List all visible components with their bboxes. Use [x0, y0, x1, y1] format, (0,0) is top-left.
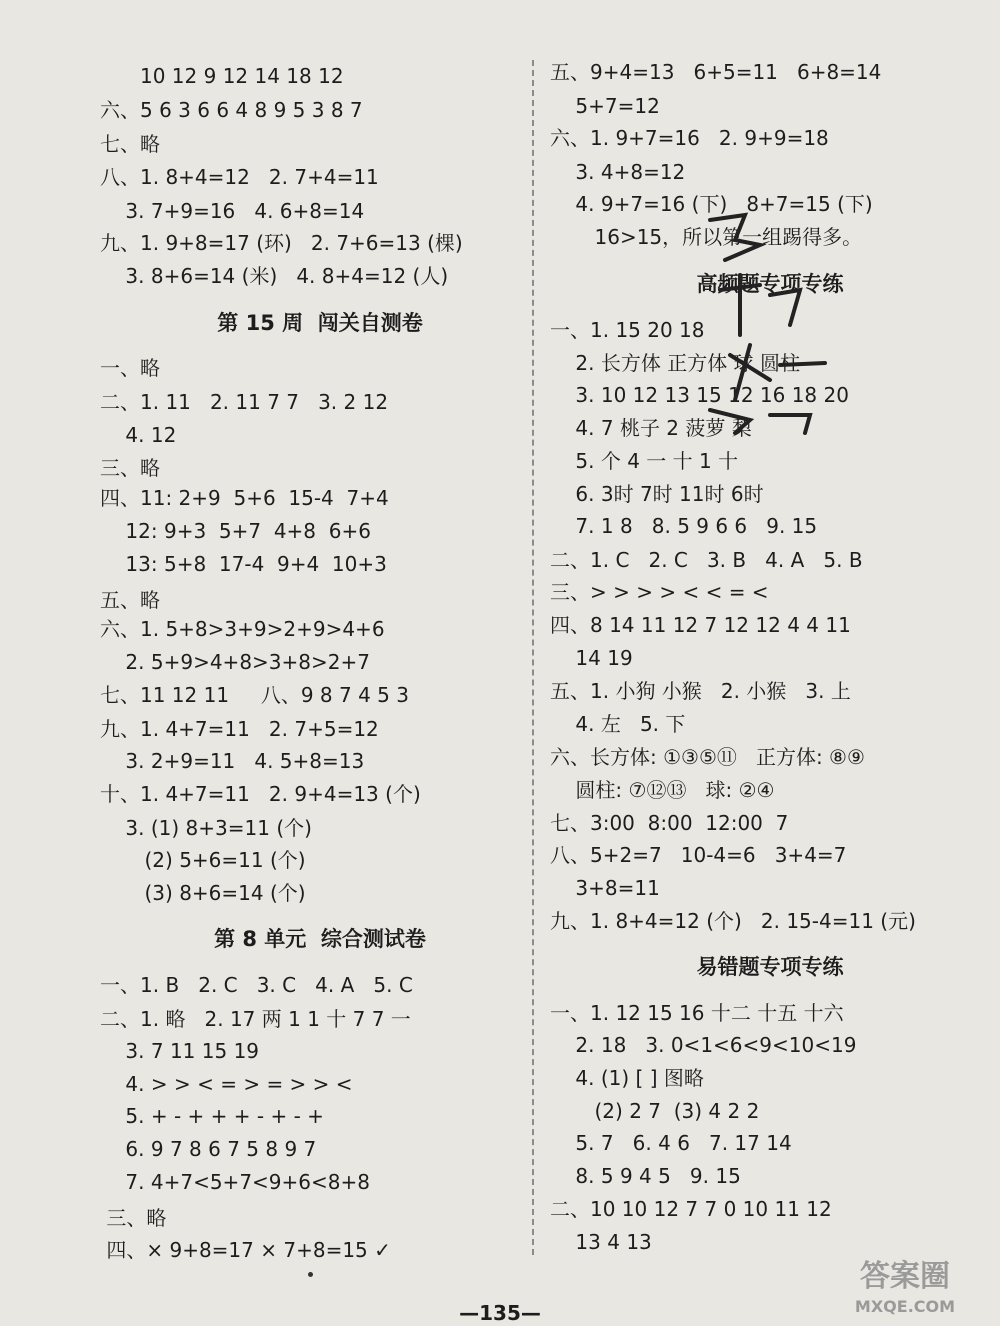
- answer-line: 3. (1) 8+3=11 (个): [100, 816, 312, 840]
- answer-line: 5. 7 6. 4 6 7. 17 14: [550, 1131, 792, 1155]
- section-heading: 易错题专项专练: [696, 955, 844, 979]
- answer-line: 三、略: [100, 1206, 167, 1230]
- answer-line: 九、1. 4+7=11 2. 7+5=12: [100, 717, 379, 741]
- answer-line: 16>15，所以第一组踢得多。: [550, 225, 863, 249]
- answer-line: 五、1. 小狗 小猴 2. 小猴 3. 上: [550, 679, 851, 703]
- answer-line: 3. 7+9=16 4. 6+8=14: [100, 199, 365, 223]
- answer-line: 六、5 6 3 6 6 4 8 9 5 3 8 7: [100, 98, 363, 122]
- answer-line: 6. 3时 7时 11时 6时: [550, 482, 764, 506]
- handwriting-overlay: [690, 205, 870, 435]
- answer-line: 六、长方体: ①③⑤⑪ 正方体: ⑧⑨: [550, 745, 865, 769]
- answer-line: 3. 8+6=14 (米) 4. 8+4=12 (人): [100, 264, 449, 288]
- answer-line: 三、略: [100, 456, 160, 480]
- answer-line: 6. 9 7 8 6 7 5 8 9 7: [100, 1137, 317, 1161]
- page-dot: [308, 1272, 313, 1277]
- answer-line: 3. 2+9=11 4. 5+8=13: [100, 749, 365, 773]
- answer-line: 二、1. C 2. C 3. B 4. A 5. B: [550, 548, 863, 572]
- answer-line: 8. 5 9 4 5 9. 15: [550, 1164, 741, 1188]
- answer-line: 3+8=11: [550, 876, 660, 900]
- answer-line: 九、1. 8+4=12 (个) 2. 15-4=11 (元): [550, 909, 916, 933]
- answer-line: 三、> > > > < < = <: [550, 580, 769, 604]
- answer-line: 13: 5+8 17-4 9+4 10+3: [100, 552, 387, 576]
- answer-line: 3. 10 12 13 15 12 16 18 20: [550, 383, 849, 407]
- answer-line: 四、8 14 11 12 7 12 12 4 4 11: [550, 613, 851, 637]
- answer-line: 4. (1) [ ] 图略: [550, 1066, 704, 1090]
- answer-line: 一、1. 12 15 16 十二 十五 十六: [550, 1001, 844, 1025]
- answer-line: 九、1. 9+8=17 (环) 2. 7+6=13 (棵): [100, 231, 463, 255]
- answer-line: 2. 长方体 正方体 球 圆柱: [550, 351, 800, 375]
- answer-line: 五、略: [100, 588, 160, 612]
- answer-line: 四、11: 2+9 5+6 15-4 7+4: [100, 486, 389, 510]
- answer-line: 5+7=12: [550, 94, 660, 118]
- watermark-logo: [815, 1248, 995, 1320]
- answer-line: 7. 4+7<5+7<9+6<8+8: [100, 1170, 370, 1194]
- answer-line: 七、3:00 8:00 12:00 7: [550, 811, 789, 835]
- answer-line: 4. 12: [100, 423, 177, 447]
- answer-line: 七、略: [100, 132, 160, 156]
- answer-line: 六、1. 9+7=16 2. 9+9=18: [550, 126, 829, 150]
- section-heading: 高频题专项专练: [696, 272, 844, 296]
- answer-line: 六、1. 5+8>3+9>2+9>4+6: [100, 617, 385, 641]
- answer-line: 2. 18 3. 0<1<6<9<10<19: [550, 1033, 857, 1057]
- answer-line: 12: 9+3 5+7 4+8 6+6: [100, 519, 371, 543]
- answer-line: 13 4 13: [550, 1230, 652, 1254]
- answer-line: 五、9+4=13 6+5=11 6+8=14: [550, 60, 882, 84]
- answer-line: 七、11 12 11 八、9 8 7 4 5 3: [100, 683, 409, 707]
- answer-line: 圆柱: ⑦⑫⑬ 球: ②④: [550, 778, 775, 802]
- answer-line: 八、5+2=7 10-4=6 3+4=7: [550, 843, 847, 867]
- answer-line: 二、10 10 12 7 7 0 10 11 12: [550, 1197, 832, 1221]
- answer-line: (2) 5+6=11 (个): [100, 848, 306, 872]
- answer-line: 四、× 9+8=17 × 7+8=15 ✓: [100, 1238, 391, 1262]
- answer-line: 3. 7 11 15 19: [100, 1039, 260, 1063]
- section-heading: 第 15 周 闯关自测卷: [217, 311, 423, 335]
- answer-line: 4. 9+7=16 (下) 8+7=15 (下): [550, 192, 873, 216]
- answer-line: (2) 2 7 (3) 4 2 2: [550, 1099, 760, 1123]
- answer-line: 八、1. 8+4=12 2. 7+4=11: [100, 165, 379, 189]
- page-number: —135—: [459, 1301, 541, 1325]
- answer-line: 二、1. 11 2. 11 7 7 3. 2 12: [100, 390, 389, 414]
- answer-line: 14 19: [550, 646, 633, 670]
- answer-line: 7. 1 8 8. 5 9 6 6 9. 15: [550, 514, 818, 538]
- answer-line: 2. 5+9>4+8>3+8>2+7: [100, 650, 370, 674]
- answer-line: (3) 8+6=14 (个): [100, 881, 306, 905]
- answer-line: 4. 左 5. 下: [550, 712, 686, 736]
- answer-line: 一、1. 15 20 18: [550, 318, 705, 342]
- svg-text:MXQE.COM: MXQE.COM: [854, 1297, 956, 1316]
- section-heading: 第 8 单元 综合测试卷: [214, 927, 426, 951]
- answer-line: 十、1. 4+7=11 2. 9+4=13 (个): [100, 782, 421, 806]
- svg-text:答案圈: 答案圈: [860, 1259, 950, 1294]
- answer-line: 4. 7 桃子 2 菠萝 梨: [550, 416, 752, 440]
- answer-line: 10 12 9 12 14 18 12: [140, 64, 344, 88]
- answer-line: 4. > > < = > = > > <: [100, 1072, 353, 1096]
- answer-line: 5. + - + + + - + - +: [100, 1104, 324, 1128]
- answer-line: 3. 4+8=12: [550, 160, 686, 184]
- column-divider: [532, 60, 534, 1255]
- answer-line: 一、略: [100, 356, 160, 380]
- answer-line: 一、1. B 2. C 3. C 4. A 5. C: [100, 973, 413, 997]
- answer-line: 5. 个 4 一 十 1 十: [550, 449, 739, 473]
- answer-line: 二、1. 略 2. 17 两 1 1 十 7 7 一: [100, 1007, 411, 1031]
